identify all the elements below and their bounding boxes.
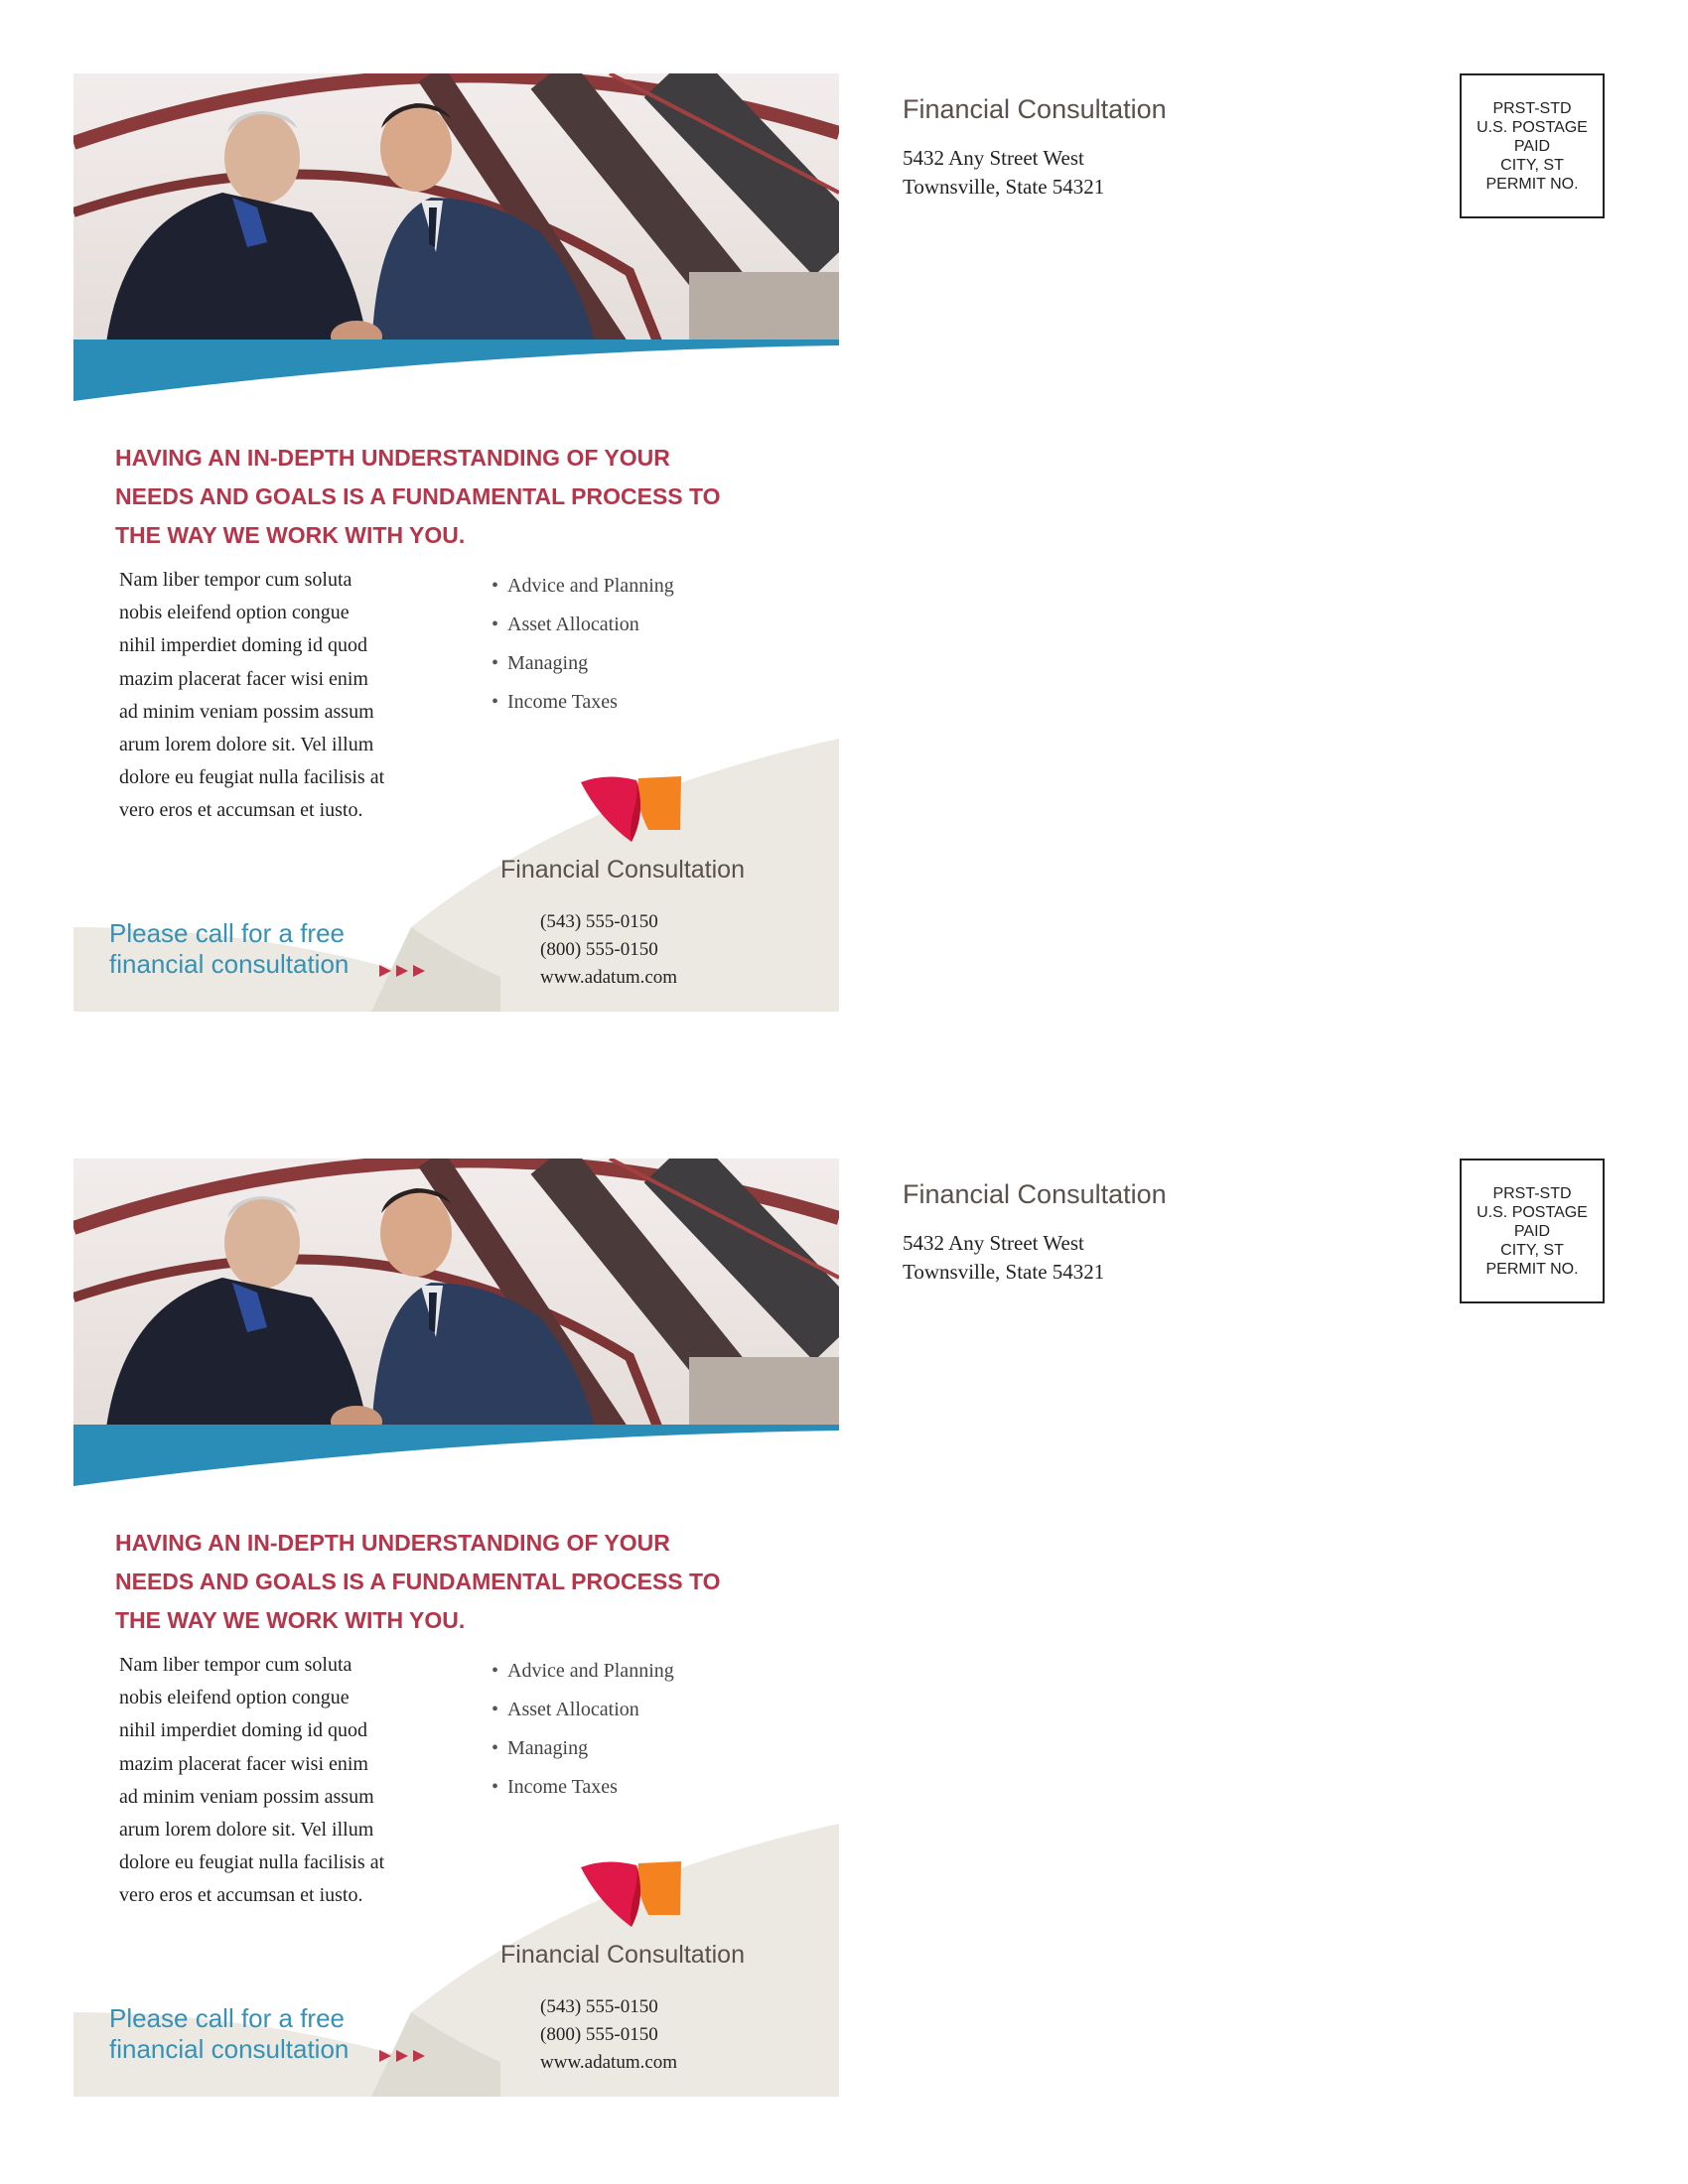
call-to-action	[109, 2003, 349, 2065]
cta-line: financial consultation	[109, 2034, 350, 2064]
service-label: Managing	[507, 652, 589, 674]
website-link[interactable]: www.adatum.com	[540, 967, 678, 988]
business-handshake-photo	[73, 73, 839, 371]
body-line: mazim placerat facer wisi enim	[119, 1752, 368, 1775]
body-line: ad minim veniam possim assum	[119, 1785, 374, 1808]
service-label: Managing	[507, 1737, 589, 1759]
contact-info	[540, 908, 677, 992]
service-label: Asset Allocation	[507, 1699, 639, 1720]
blue-wave-band	[73, 1417, 839, 1516]
phone-number: (800) 555-0150	[540, 2024, 658, 2045]
bullet-icon: •	[492, 1737, 499, 1759]
service-item	[492, 606, 674, 644]
services-list	[492, 1652, 674, 1807]
cta-line: Please call for a free	[109, 2003, 346, 2033]
body-line: mazim placerat facer wisi enim	[119, 667, 368, 690]
postage-indicia	[1460, 1159, 1605, 1303]
headline-line: NEEDS AND GOALS IS A FUNDAMENTAL PROCESS TO	[115, 483, 721, 509]
body-line: vero eros et accumsan et iusto.	[119, 799, 363, 822]
postage-line: PAID	[1513, 137, 1551, 155]
body-line: Nam liber tempor cum soluta	[119, 569, 352, 591]
bullet-icon: •	[492, 1699, 499, 1720]
cta-line: financial consultation	[109, 949, 350, 979]
business-handshake-photo	[73, 1159, 839, 1456]
postage-line: PRST-STD	[1492, 99, 1572, 117]
return-address	[903, 144, 1104, 202]
postcard-front	[73, 73, 839, 1012]
website-link[interactable]: www.adatum.com	[540, 2052, 678, 2073]
call-to-action	[109, 918, 349, 980]
service-item	[492, 567, 674, 606]
phone-number: (543) 555-0150	[540, 911, 658, 932]
bullet-icon: •	[492, 652, 499, 674]
cta-line: Please call for a free	[109, 918, 346, 948]
service-label: Income Taxes	[507, 1776, 618, 1798]
blue-wave-band	[73, 332, 839, 431]
headline-line: HAVING AN IN-DEPTH UNDERSTANDING OF YOUR	[115, 1530, 670, 1556]
service-label: Advice and Planning	[507, 1660, 674, 1682]
headline-line: THE WAY WE WORK WITH YOU.	[115, 1607, 466, 1633]
service-label: Asset Allocation	[507, 614, 639, 635]
service-item	[492, 1652, 674, 1691]
postcard-2	[0, 1085, 1688, 2078]
body-line: nobis eleifend option congue	[119, 1687, 350, 1709]
postcard-1	[0, 0, 1688, 993]
bullet-icon: •	[492, 691, 499, 713]
service-label: Advice and Planning	[507, 575, 674, 597]
overlapping-petals-logo	[577, 1853, 686, 1933]
postage-line: U.S. POSTAGE	[1477, 1203, 1588, 1221]
service-item	[492, 1768, 674, 1807]
mailing-title: Financial Consultation	[903, 94, 1167, 124]
phone-number: (800) 555-0150	[540, 939, 658, 960]
body-line: arum lorem dolore sit. Vel illum	[119, 1819, 374, 1842]
body-line: nobis eleifend option congue	[119, 602, 350, 624]
brand-name: Financial Consultation	[500, 1941, 745, 1969]
mailing-title: Financial Consultation	[903, 1179, 1167, 1209]
return-address	[903, 1229, 1104, 1287]
triple-triangle-arrow-icon	[379, 963, 429, 979]
phone-number: (543) 555-0150	[540, 1996, 658, 2017]
postcard-front	[73, 1159, 839, 2097]
body-line: nihil imperdiet doming id quod	[119, 634, 367, 657]
postage-line: PERMIT NO.	[1485, 1260, 1579, 1278]
bullet-icon: •	[492, 1776, 499, 1798]
body-line: dolore eu feugiat nulla facilisis at	[119, 766, 385, 789]
triple-triangle-arrow-icon	[379, 2048, 429, 2064]
service-item	[492, 1729, 674, 1768]
service-item	[492, 1691, 674, 1729]
address-line: 5432 Any Street West	[903, 146, 1084, 170]
bullet-icon: •	[492, 614, 499, 635]
bullet-icon: •	[492, 1660, 499, 1682]
postage-line: PAID	[1513, 1222, 1551, 1240]
postage-indicia	[1460, 73, 1605, 218]
postage-line: PERMIT NO.	[1485, 175, 1579, 193]
overlapping-petals-logo	[577, 768, 686, 848]
body-line: arum lorem dolore sit. Vel illum	[119, 734, 374, 756]
body-paragraph	[119, 564, 427, 828]
service-label: Income Taxes	[507, 691, 618, 713]
body-line: nihil imperdiet doming id quod	[119, 1719, 367, 1742]
headline	[115, 1524, 751, 1640]
address-line: Townsville, State 54321	[903, 1260, 1105, 1284]
headline-line: HAVING AN IN-DEPTH UNDERSTANDING OF YOUR	[115, 445, 670, 471]
body-line: Nam liber tempor cum soluta	[119, 1654, 352, 1676]
postage-line: PRST-STD	[1492, 1184, 1572, 1202]
service-item	[492, 683, 674, 722]
body-paragraph	[119, 1649, 427, 1913]
headline-line: THE WAY WE WORK WITH YOU.	[115, 522, 466, 548]
service-item	[492, 644, 674, 683]
bullet-icon: •	[492, 575, 499, 597]
services-list	[492, 567, 674, 722]
contact-info	[540, 1993, 677, 2077]
postage-line: CITY, ST	[1500, 1241, 1564, 1259]
address-line: Townsville, State 54321	[903, 175, 1105, 199]
body-line: dolore eu feugiat nulla facilisis at	[119, 1851, 385, 1874]
headline-line: NEEDS AND GOALS IS A FUNDAMENTAL PROCESS TO	[115, 1569, 721, 1594]
postage-line: U.S. POSTAGE	[1477, 118, 1588, 136]
body-line: ad minim veniam possim assum	[119, 700, 374, 723]
brand-name: Financial Consultation	[500, 856, 745, 884]
body-line: vero eros et accumsan et iusto.	[119, 1884, 363, 1907]
headline	[115, 439, 751, 555]
address-line: 5432 Any Street West	[903, 1231, 1084, 1255]
postage-line: CITY, ST	[1500, 156, 1564, 174]
